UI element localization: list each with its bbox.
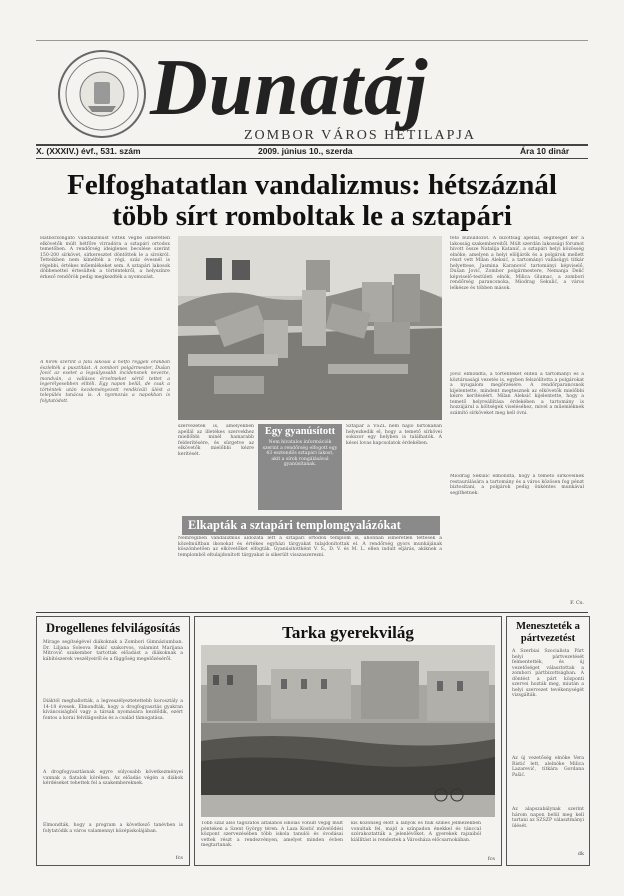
- cemetery-photo: [178, 236, 442, 420]
- box-left-body-2: Diáktól meghallották, a legveszélyeztetettebb korosztály a 14-18 évesek. Elmondták, hogy a drogfogyasztás gyakran kíváncsiságból vagy a társak nyomására kezdődik, ezért fontos a korai felvilágosítás és a család támogatása.: [43, 699, 183, 721]
- lead-body-right: tető bűnüldözőt. A bizottság apellál, segítséget kér a lakosság szakembereitől. Múlt szerdán lakossági fórumot hívott össze Natalija Katanić, a sztapári helyi közösség elnöke, amelyen a helyi elöljárók és a polgárok mellett részt vett Milan Aleksić, a tartományi vallásügyi titkár helyettese, Jasmina Karanović tartományi képviselő, Dušan Jović, Zombor polgármestere, Nemanja Delić képviselő-testületi elnök, Milica Glumac, a zombori rendőrség parancsnoka, Miodrag Sekulić, a város lelkésze és többen mások.: [450, 236, 584, 291]
- issue-date: 2009. június 10., szerda: [258, 146, 353, 156]
- lead-signature: F. Cs.: [570, 600, 584, 606]
- photo-caption-title: Egy gyanúsított: [264, 426, 336, 437]
- box-center-signature: fcs: [487, 856, 495, 862]
- box-right-signature: dk: [577, 851, 584, 857]
- box-center-body-left: Több száz alsó tagozatos általános iskolás vonult végig múlt pénteken a Szent György téren. A Laza Kostić művelődési központ szervezésében több iskola tanulói és óvodásai vettek részt a rendezvényen, amelyet minden évben megtartanak.: [201, 821, 343, 848]
- lead-body-left: Hátborzongató vandalizmust vittek végbe ismeretlen elkövetők múlt hétfőre virradóra a sztapári ortodox temetőben. A rendőrség ideiglenes becslése szerint 150-200 sírkövet, sírkeresztet döntöttek le a sírokról. Tetteikben nem kímélték a régi, száz évesnél is régebbi, értékes műemlékeket sem. A sztapári lakosok döbbenettel értesültek a történtekről, a helyszínre érkező rendőrök pedig megkezdték a nyomozást.: [40, 236, 170, 280]
- box-right-body: A Szerbiai Szocialista Párt helyi pártvezetését felmentették, és új vezetőséget választottak a zombori pártbizottságban. A döntést a párt központi szervei hozták meg, miután a helyi szervezet tevékenységét vizsgálták.: [512, 649, 584, 698]
- box-center-title: Tarka gyerekvilág: [282, 623, 414, 642]
- box-left-body: Mirage segítségével diákoknak a Zombori Gimnáziumban. Dr. Liljana Soleova Bukić szakorvos, valamint Marijana Mitrović szakember tartottak előadást a diákoknak a kábítószerek veszélyeiről és a függőség megelőzéséről.: [43, 640, 183, 662]
- box-center-body-right: kis közönség előtt a lányok és fiúk színes jelmezekben vonultak fel, majd a színpadon énekkel és tánccal szórakoztatták a jelenlévőket. A gyerekek rajzaiból kiállítást is rendeztek a Városháza előcsarnokában.: [351, 821, 481, 843]
- issue-price: Ára 10 dinár: [520, 146, 570, 156]
- box-left-signature: fcs: [175, 855, 183, 861]
- box-left-title: Drogellenes felvilágosítás: [45, 621, 181, 635]
- box-left-body-4: Elmondták, hogy a program a következő tanévben is folytatódik a város valamennyi középiskolájában.: [43, 823, 183, 834]
- masthead-subtitle: ZOMBOR VÁROS HETILAPJA: [244, 128, 476, 143]
- lead-body-right-3: Miodrag Sekulić elmondta, hogy a temető sírköveinek restaurálására a tartomány és a város közösen fog pénzt biztosítani, a polgárok pedig önkéntes munkával segíthetnek.: [450, 474, 584, 496]
- lead-headline: Felfoghatatlan vandalizmus: hétszáznál több sírt romboltak le a sztapári: [67, 169, 557, 232]
- children-parade-photo: [201, 645, 495, 817]
- issue-number: X. (XXXIV.) évf., 531. szám: [36, 146, 141, 156]
- box-center: [194, 616, 502, 866]
- section2-banner: Elkapták a sztapári templomgyalázókat: [182, 516, 440, 535]
- town-seal-logo: [56, 48, 148, 140]
- box-right-title: Meneszteték a pártvezetést: [516, 621, 580, 644]
- photo-caption-box: [258, 424, 342, 510]
- masthead-title: Dunatáj: [150, 44, 429, 132]
- lead-body-mid: szervezetek is, amelyekben apellál az illetékes szervekhez miellőbbi minél hamarabb felderítésére, és sürgetve az elkövetők mielőbbi kézre kerítését.: [178, 424, 254, 457]
- box-left: [36, 616, 190, 866]
- lead-body-mid-2: Sztapár a VSZL nem hajló birtokában helyezkedik el, hogy a temető sírkövei sokszor egy helyben is találhatók. A kései lovas kapcsolatok érdekében.: [346, 424, 442, 446]
- lead-body-right-2: Jović elmondta, a történteket elítéli a tartományi és a köztársasági vezetés is, egyben felszólította a polgárokat a nyugalom megőrzésére. A rendőrparancsnok kijelentette, mindent megtesznek az elkövetők mielőbbi kézre kerítéséért. Milan Aleksić kijelentette, hogy a temető helyreállítása érdekében a tartomány is hozzájárul a költségek viseléséhez, mivel a műemléknek számító sírköveket meg kell óvni.: [450, 372, 584, 416]
- box-left-body-3: A drogfogyasztásnak egyre súlyosabb következményei vannak a fiatalok körében. Az előadás végén a diákok kérdéseket tehettek fel a szakembereknek.: [43, 770, 183, 786]
- photo-caption-text: Nem hivatalos információk szerint a rendőrség elfogott egy 43 esztendős sztapári lakost, akit a sírok rongálásával gyanúsítanak.: [262, 440, 338, 467]
- box-right-body-2: Az új vezetőség elnöke Vera Ristić lett, alelnöke Milica Lazarević, titkára Gordana Pašić.: [512, 756, 584, 778]
- box-right-body-3: Az alapszabálynak szerint három napon belül meg kell tartani az SZSZP választmányi ülését.: [512, 807, 584, 829]
- section2-body: Nemrégiben vandalizmus áldozata lett a sztapári ortodox templom is, ahonnan ismeretlen tettesek a közelmúltban ikonokat és értékes egyházi tárgyakat tulajdonítottak el. A rendőrség gyors munkájának köszönhetően az elkövetőket elfogták. Gyanúsítottként V. S., D. V. és M. L. ellen indult eljárás, akiknek a templomból eltulajdonított tárgyakat is sikerült visszaszerezni.: [178, 536, 442, 558]
- box-right: [506, 616, 590, 866]
- lead-body-left-2: A hírek szerint a falu lakosai a hétfő reggeli órákban észlelték a pusztítást. A zombori polgármester, Dušan Jović az esetet a legsúlyosabb incidensnek nevezte, mondván, a vallásos érzelmeket sértő tettet a legerélyesebben elítéli. Egy napon belül, de csak a történtek után kezdeményezett rendkívüli ülést a település tanácsa is. A nyomozás a napokban is folytatódott.: [40, 360, 170, 404]
